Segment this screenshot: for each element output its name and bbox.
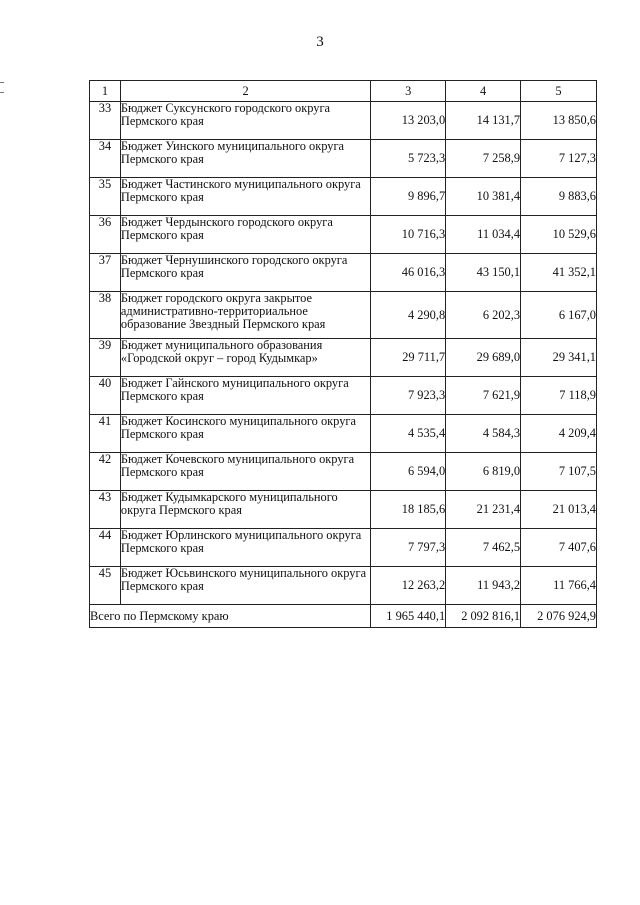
budget-name: Бюджет муниципального образования «Городской округ – город Кудымкар» [120,339,370,377]
table-header-row [90,81,597,102]
value-col-4: 14 131,7 [446,102,521,140]
value-col-3: 13 203,0 [371,102,446,140]
page-number: 3 [316,34,324,50]
budget-name: Бюджет Косинского муниципального округа Пермского края [120,415,370,453]
value-col-4: 7 462,5 [446,529,521,567]
value-col-3: 9 896,7 [371,178,446,216]
value-col-4: 6 202,3 [446,292,521,339]
value-col-3: 6 594,0 [371,453,446,491]
value-col-4: 4 584,3 [446,415,521,453]
row-number: 33 [90,102,121,140]
row-number: 38 [90,292,121,339]
total-col-5: 2 076 924,9 [521,605,597,628]
value-col-5: 7 127,3 [521,140,597,178]
column-header: 1 [90,81,121,102]
budget-name: Бюджет Суксунского городского округа Пермского края [120,102,370,140]
budget-name: Бюджет Кочевского муниципального округа Пермского края [120,453,370,491]
row-number: 40 [90,377,121,415]
table-row [90,216,597,254]
row-number: 34 [90,140,121,178]
value-col-3: 46 016,3 [371,254,446,292]
value-col-4: 43 150,1 [446,254,521,292]
value-col-5: 7 407,6 [521,529,597,567]
budget-name: Бюджет Уинского муниципального округа Пермского края [120,140,370,178]
budget-name: Бюджет Чернушинского городского округа Пермского края [120,254,370,292]
value-col-3: 7 797,3 [371,529,446,567]
table-row [90,140,597,178]
value-col-5: 6 167,0 [521,292,597,339]
total-label: Всего по Пермскому краю [90,605,371,628]
value-col-3: 18 185,6 [371,491,446,529]
total-col-3: 1 965 440,1 [371,605,446,628]
row-number: 41 [90,415,121,453]
value-col-4: 21 231,4 [446,491,521,529]
value-col-4: 7 621,9 [446,377,521,415]
budget-name: Бюджет Юсьвинского муниципального округа Пермского края [120,567,370,605]
table-row [90,254,597,292]
value-col-4: 29 689,0 [446,339,521,377]
table-row [90,453,597,491]
value-col-5: 41 352,1 [521,254,597,292]
row-number: 35 [90,178,121,216]
value-col-5: 9 883,6 [521,178,597,216]
budget-name: Бюджет Кудымкарского муниципального округа Пермского края [120,491,370,529]
value-col-5: 29 341,1 [521,339,597,377]
column-header: 4 [446,81,521,102]
value-col-3: 12 263,2 [371,567,446,605]
table-row [90,415,597,453]
row-number: 37 [90,254,121,292]
table-row [90,339,597,377]
value-col-3: 5 723,3 [371,140,446,178]
value-col-3: 4 290,8 [371,292,446,339]
value-col-5: 10 529,6 [521,216,597,254]
budget-name: Бюджет Гайнского муниципального округа Пермского края [120,377,370,415]
table-row [90,102,597,140]
value-col-5: 7 107,5 [521,453,597,491]
budget-table [89,80,597,628]
value-col-5: 7 118,9 [521,377,597,415]
budget-name: Бюджет Частинского муниципального округа Пермского края [120,178,370,216]
value-col-4: 7 258,9 [446,140,521,178]
budget-name: Бюджет городского округа закрытое административно-территориальное образование Звездный Пермского края [120,292,370,339]
value-col-3: 29 711,7 [371,339,446,377]
row-number: 42 [90,453,121,491]
margin-mark [0,92,4,93]
value-col-3: 4 535,4 [371,415,446,453]
margin-mark [0,82,4,83]
row-number: 45 [90,567,121,605]
value-col-3: 7 923,3 [371,377,446,415]
row-number: 43 [90,491,121,529]
value-col-4: 11 943,2 [446,567,521,605]
value-col-5: 13 850,6 [521,102,597,140]
row-number: 36 [90,216,121,254]
total-row [90,605,597,628]
value-col-3: 10 716,3 [371,216,446,254]
row-number: 44 [90,529,121,567]
table-row [90,567,597,605]
table-row [90,529,597,567]
value-col-4: 6 819,0 [446,453,521,491]
row-number: 39 [90,339,121,377]
table-row [90,292,597,339]
value-col-5: 11 766,4 [521,567,597,605]
total-col-4: 2 092 816,1 [446,605,521,628]
value-col-4: 10 381,4 [446,178,521,216]
value-col-5: 4 209,4 [521,415,597,453]
value-col-5: 21 013,4 [521,491,597,529]
column-header: 2 [120,81,370,102]
budget-name: Бюджет Чердынского городского округа Пермского края [120,216,370,254]
value-col-4: 11 034,4 [446,216,521,254]
column-header: 5 [521,81,597,102]
table-row [90,491,597,529]
table-row [90,377,597,415]
column-header: 3 [371,81,446,102]
table-row [90,178,597,216]
budget-name: Бюджет Юрлинского муниципального округа Пермского края [120,529,370,567]
